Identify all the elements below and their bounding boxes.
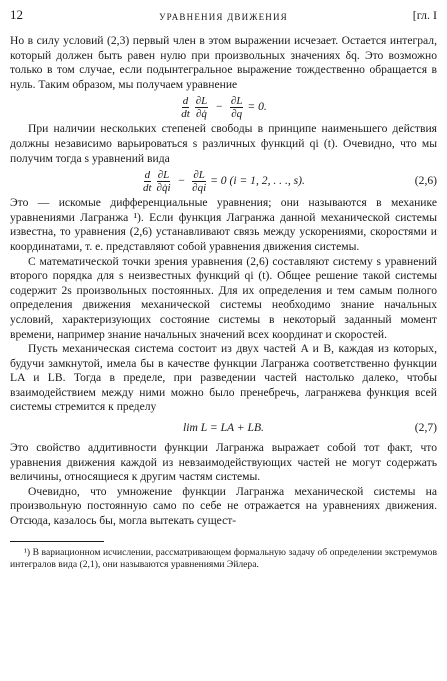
paragraph-5: Пусть механическая система состоит из двух частей A и B, каждая из которых, будучи замкнутой, имела бы в качестве функции Лагранжа соответственно функции LA и LB. Тогда в пределе, при разведении частей настолько далеко, чтобы взаимодействием между ними можно было пренебречь, лагранжева функция всей системы стремится к пределу bbox=[10, 342, 437, 414]
eq2-tail: = 0 (i = 1, 2, . . ., s). bbox=[210, 173, 305, 187]
equation-2-7 bbox=[10, 415, 437, 441]
running-title: УРАВНЕНИЯ ДВИЖЕНИЯ bbox=[159, 12, 288, 22]
eq1-dL: ∂L bbox=[195, 94, 208, 107]
eq1-dqdot: ∂q̇ bbox=[196, 107, 207, 120]
eq3-text: lim L = LA + LB. bbox=[183, 420, 264, 434]
paragraph-1: Но в силу условий (2,3) первый член в этом выражении исчезает. Остается интеграл, который должен быть равен нулю при произвольных значениях δq. Это возможно только в том случае, если подынтегральное выражение тождественно обращается в нуль. Таким образом, мы получаем уравнение bbox=[10, 34, 437, 91]
eq2-d: d bbox=[144, 168, 151, 181]
eq1-dt: dt bbox=[181, 107, 190, 120]
paragraph-3: Это — искомые дифференциальные уравнения; они называются в механике уравнениями Лагранжа ¹). Если функция Лагранжа данной механической системы известна, то уравнения (2,6) устанавливают связь между ускорениями, скоростями и координатами, т. е. представляют собой уравнения движения системы. bbox=[10, 196, 437, 253]
running-head bbox=[10, 8, 437, 24]
eq1-dL-2: ∂L bbox=[230, 94, 243, 107]
equation-2-6 bbox=[10, 166, 437, 196]
paragraph-7: Очевидно, что умножение функции Лагранжа механической системы на произвольную постоянную само по себе не отражается на уравнениях движения. Отсюда, казалось бы, могла вытекать сущест- bbox=[10, 484, 437, 528]
paragraph-2: При наличии нескольких степеней свободы в принципе наименьшего действия должны независимо варьироваться s различных функций qi (t). Очевидно, что мы получим тогда s уравнений вида bbox=[10, 122, 437, 165]
eq2-dt: dt bbox=[143, 181, 152, 194]
footnote-rule bbox=[10, 541, 104, 542]
paragraph-6: Это свойство аддитивности функции Лагранжа выражает собой тот факт, что уравнения движения каждой из невзаимодействующих частей не могут содержать величины, относящиеся к другим частям системы. bbox=[10, 441, 437, 484]
chapter-marker: [гл. I bbox=[412, 8, 437, 22]
equation-number-2-6: (2,6) bbox=[414, 174, 437, 188]
eq1-minus: − bbox=[215, 100, 223, 114]
footnote: ¹) В вариационном исчислении, рассматривающем формальную задачу об определении экстремумов интегралов вида (2,1), они называются уравнениями Эйлера. bbox=[10, 546, 437, 570]
eq2-dL: ∂L bbox=[157, 168, 170, 181]
eq2-minus: − bbox=[177, 173, 186, 187]
eq2-dqi: ∂qi bbox=[192, 181, 207, 194]
eq2-dL-2: ∂L bbox=[193, 168, 205, 181]
equation-number-2-7: (2,7) bbox=[414, 421, 437, 435]
eq1-dq: ∂q bbox=[231, 107, 243, 120]
paragraph-4: С математической точки зрения уравнения (2,6) составляют систему s уравнений второго порядка для s неизвестных функций qi (t). Общее решение такой системы содержит 2s произвольных постоянных. Для их определения и тем самым полного определения движения механической системы необходимо знание начальных условий, характеризующих состояние системы в некоторый заданный момент времени, например знание начальных значений всех координат и скоростей. bbox=[10, 254, 437, 341]
eq2-dqidot: ∂q̇i bbox=[156, 181, 171, 194]
equation-lagrange-single bbox=[10, 92, 437, 122]
page-number: 12 bbox=[10, 7, 23, 22]
eq1-tail: = 0. bbox=[247, 100, 267, 114]
eq1-d: d bbox=[182, 94, 189, 107]
